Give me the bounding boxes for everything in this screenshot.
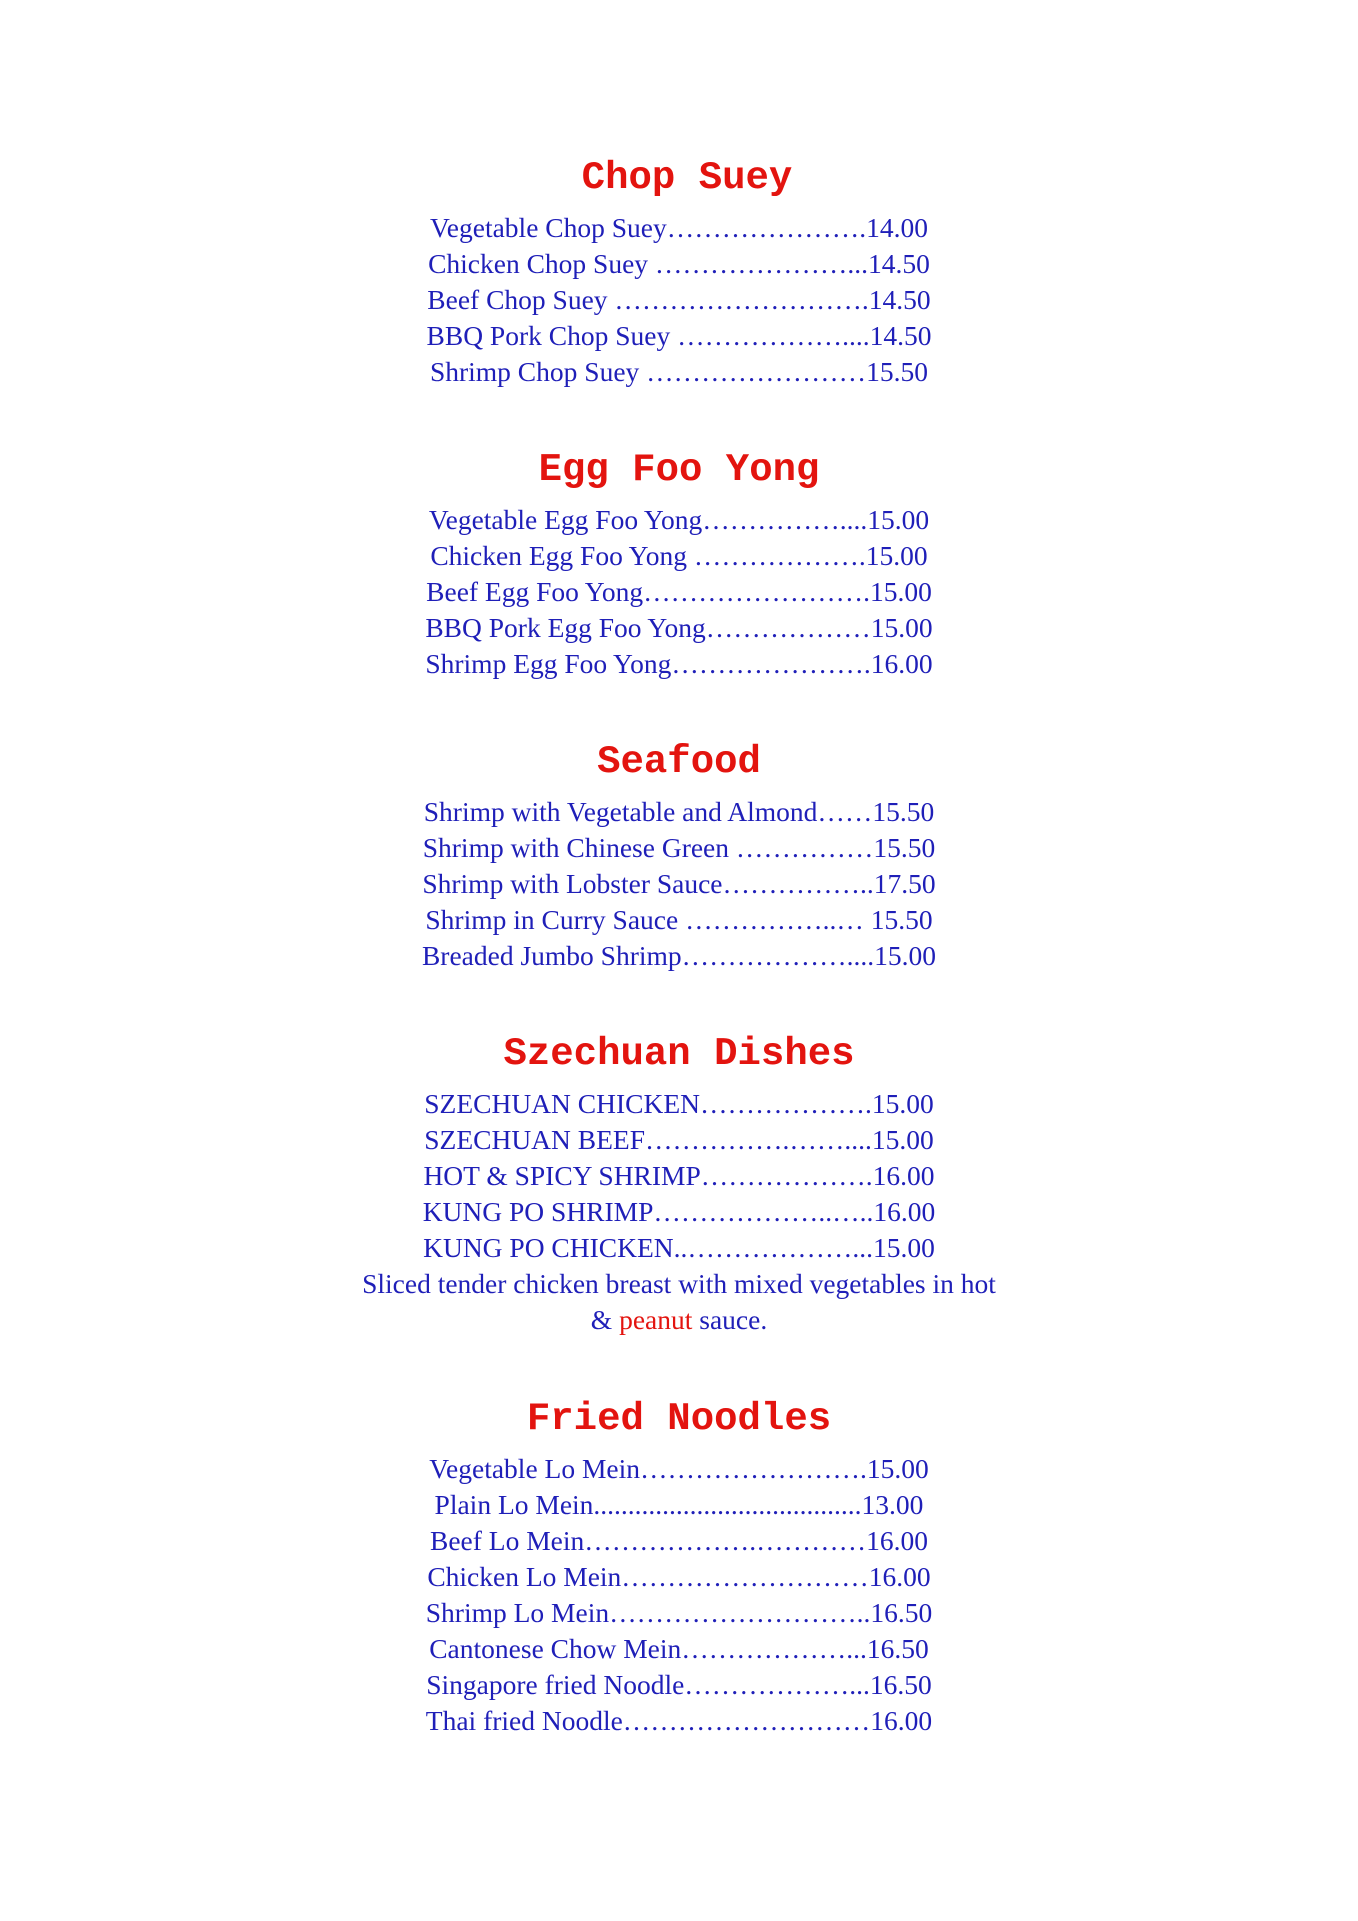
menu-item: Cantonese Chow Mein………………...16.50 (429, 1633, 929, 1664)
menu-item: SZECHUAN CHICKEN……………….15.00 (424, 1088, 934, 1119)
section-fried-noodles (0, 1395, 1358, 1739)
menu-item: Singapore fried Noodle………………...16.50 (426, 1669, 932, 1700)
menu-item: Thai fried Noodle………………………16.00 (425, 1705, 933, 1736)
menu-item: HOT & SPICY SHRIMP……………….16.00 (423, 1160, 935, 1191)
note-highlight: peanut (619, 1304, 693, 1335)
note-suffix: sauce. (692, 1304, 768, 1335)
menu-item: Shrimp with Vegetable and Almond……15.50 (423, 796, 935, 827)
menu-item: Beef Chop Suey ……………………….14.50 (427, 284, 931, 315)
section-szechuan-dishes (0, 1030, 1358, 1338)
menu-item: Shrimp with Chinese Green ……………15.50 (422, 832, 936, 863)
section-title: Chop Suey (581, 156, 793, 200)
menu-item: Shrimp in Curry Sauce ……………..… 15.50 (425, 904, 933, 935)
menu-item: KUNG PO CHICKEN..………………...15.00 (423, 1232, 935, 1263)
dish-description-line-1: Sliced tender chicken breast with mixed vegetables in hot (362, 1268, 996, 1299)
menu-item: Beef Lo Mein……………….…………16.00 (429, 1525, 928, 1556)
dish-description (0, 1266, 1358, 1338)
menu-item: Chicken Egg Foo Yong ……………….15.00 (430, 540, 928, 571)
section-title: Egg Foo Yong (538, 448, 820, 492)
menu-item: Shrimp Egg Foo Yong………………….16.00 (425, 648, 933, 679)
menu-item: SZECHUAN BEEF…………….……....15.00 (424, 1124, 934, 1155)
section-title: Fried Noodles (526, 1397, 832, 1441)
menu-item: Plain Lo Mein.......................................13.00 (434, 1489, 924, 1520)
menu-item: BBQ Pork Chop Suey ………………....14.50 (426, 320, 932, 351)
menu-item: Beef Egg Foo Yong…………………….15.00 (426, 576, 932, 607)
menu-item: Shrimp Chop Suey ……………………15.50 (429, 356, 929, 387)
section-chop-suey (0, 154, 1358, 390)
menu-item: Chicken Lo Mein………………………16.00 (427, 1561, 931, 1592)
menu-item: Breaded Jumbo Shrimp………………....15.00 (421, 940, 937, 971)
menu-item: Chicken Chop Suey …………………...14.50 (428, 248, 930, 279)
menu-item: Vegetable Egg Foo Yong……………....15.00 (428, 504, 930, 535)
section-title: Seafood (597, 740, 761, 784)
menu-item: BBQ Pork Egg Foo Yong………………15.00 (425, 612, 933, 643)
section-egg-foo-yong (0, 446, 1358, 682)
note-prefix: & (590, 1304, 620, 1335)
menu-item: KUNG PO SHRIMP………………..…..16.00 (422, 1196, 936, 1227)
section-seafood (0, 738, 1358, 974)
menu-item: Vegetable Chop Suey………………….14.00 (429, 212, 928, 243)
dish-description-line-2 (0, 1302, 1358, 1338)
menu-item: Vegetable Lo Mein…………………….15.00 (429, 1453, 929, 1484)
menu-item: Shrimp Lo Mein………………………..16.50 (425, 1597, 933, 1628)
section-title: Szechuan Dishes (503, 1032, 855, 1076)
menu-item: Shrimp with Lobster Sauce……………..17.50 (422, 868, 936, 899)
